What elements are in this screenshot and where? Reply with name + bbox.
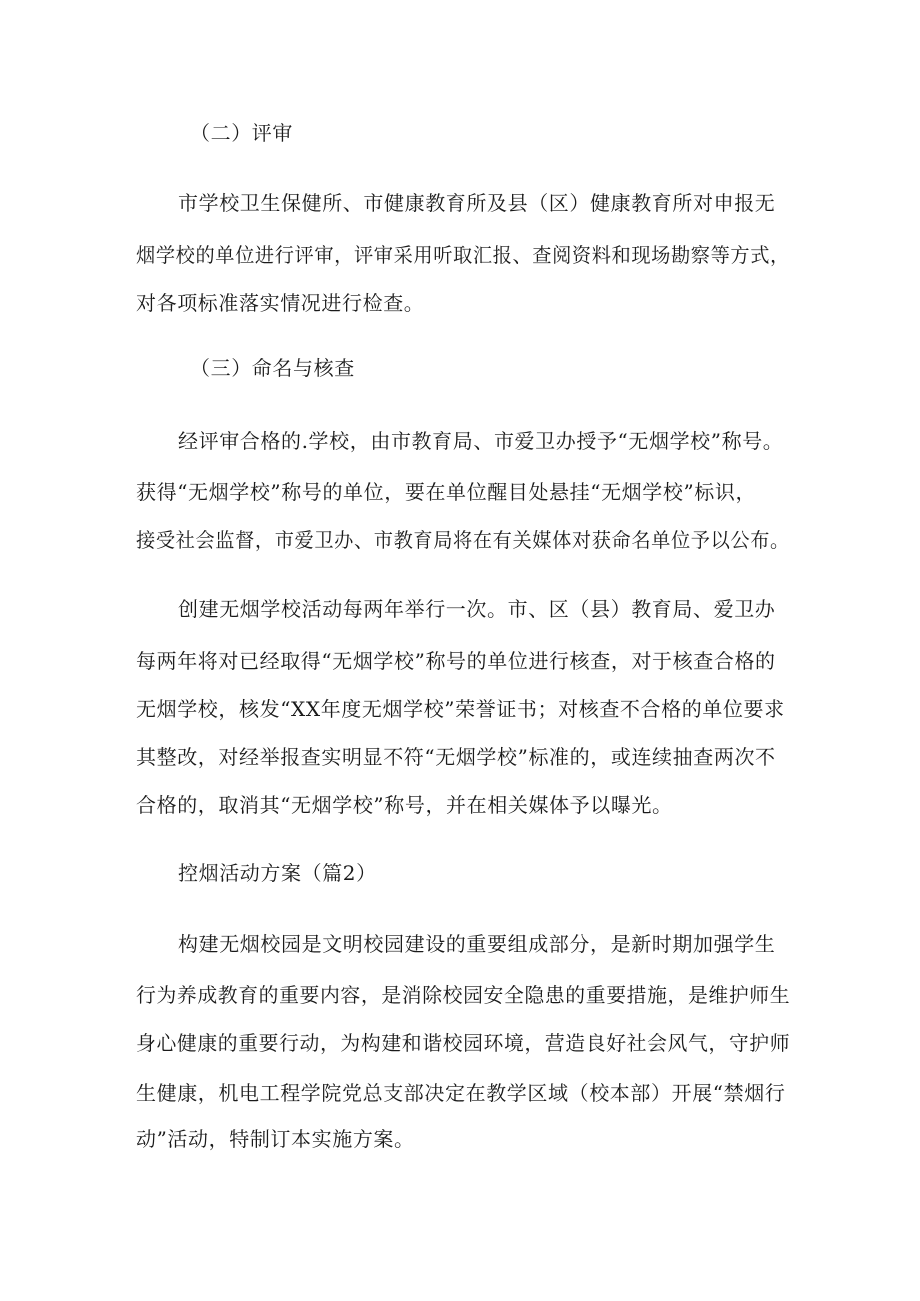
paragraph-line: 市学校卫生保健所、市健康教育所及县（区）健康教育所对申报无 <box>178 191 776 215</box>
paragraph-line: 无烟学校，核发“XX年度无烟学校”荣誉证书；对核查不合格的单位要求 <box>136 697 785 721</box>
section-heading-naming: （三）命名与核查 <box>190 356 355 380</box>
document-title-part2: 控烟活动方案（篇2） <box>178 861 377 885</box>
paragraph-line: 每两年将对已经取得“无烟学校”称号的单位进行核查，对于核查合格的 <box>136 649 776 673</box>
paragraph-line: 获得“无烟学校”称号的单位，要在单位醒目处悬挂“无烟学校”标识， <box>136 480 757 504</box>
paragraph-line: 动”活动，特制订本实施方案。 <box>136 1127 415 1151</box>
paragraph-line: 经评审合格的.学校，由市教育局、市爱卫办授予“无烟学校”称号。 <box>178 429 784 453</box>
paragraph-line: 创建无烟学校活动每两年举行一次。市、区（县）教育局、爱卫办 <box>178 597 776 621</box>
paragraph-line: 其整改，对经举报查实明显不符“无烟学校”标准的，或连续抽查两次不 <box>136 745 776 769</box>
paragraph-line: 身心健康的重要行动，为构建和谐校园环境，营造良好社会风气，守护师 <box>136 1031 791 1055</box>
paragraph-line: 构建无烟校园是文明校园建设的重要组成部分，是新时期加强学生 <box>178 932 776 956</box>
paragraph-line: 烟学校的单位进行评审，评审采用听取汇报、查阅资料和现场勘察等方式， <box>136 243 790 267</box>
paragraph-line: 接受社会监督，市爱卫办、市教育局将在有关媒体对获命名单位予以公布。 <box>136 528 790 552</box>
paragraph-line: 行为养成教育的重要内容，是消除校园安全隐患的重要措施，是维护师生 <box>136 983 791 1007</box>
paragraph-line: 合格的，取消其“无烟学校”称号，并在相关媒体予以曝光。 <box>136 793 673 817</box>
paragraph-line: 对各项标准落实情况进行检查。 <box>136 291 425 315</box>
paragraph-line: 生健康，机电工程学院党总支部决定在教学区域（校本部）开展“禁烟行 <box>136 1081 786 1105</box>
section-heading-review: （二）评审 <box>190 121 293 145</box>
